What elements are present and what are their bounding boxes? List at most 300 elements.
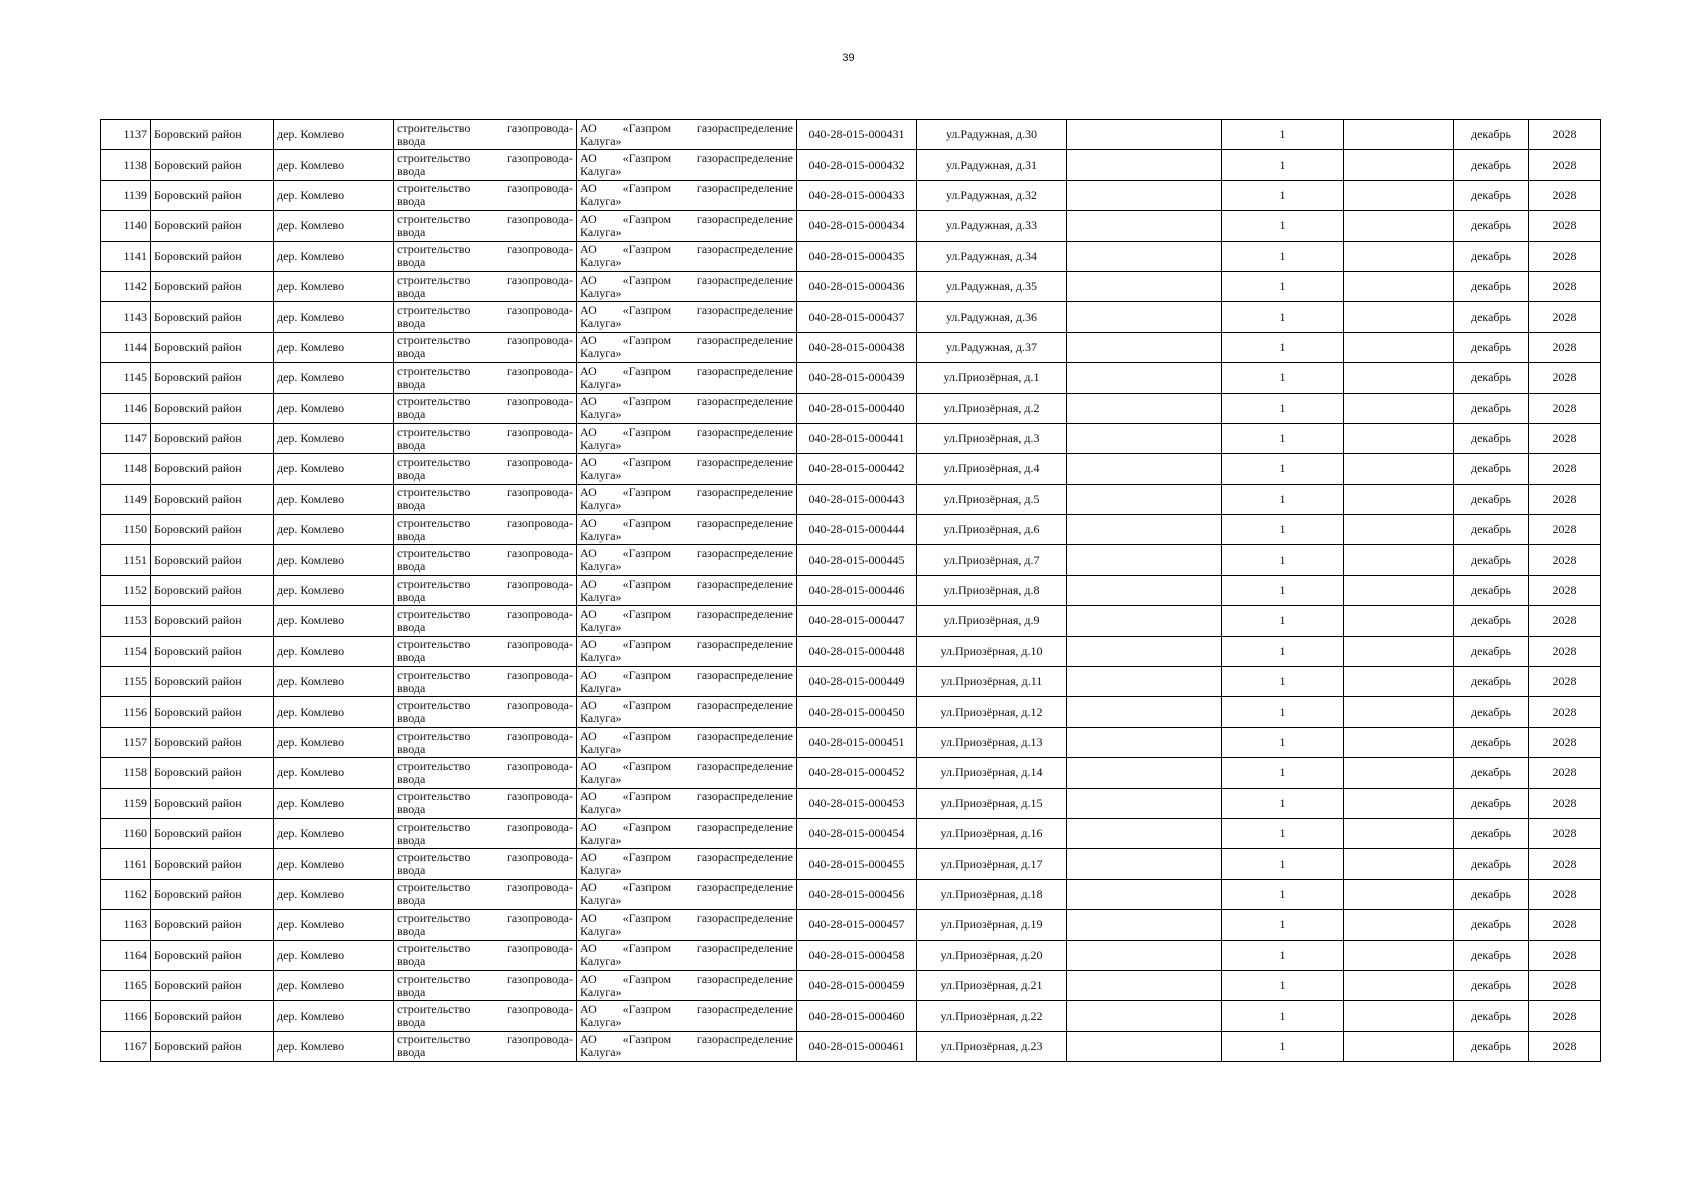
organization-cell xyxy=(577,363,797,393)
district-cell: Боровский район xyxy=(151,1031,274,1061)
org-word-3: газораспределение xyxy=(696,515,793,530)
quantity-cell: 1 xyxy=(1222,879,1344,909)
work-word-2: газопровода- xyxy=(506,789,573,804)
empty-cell xyxy=(1067,818,1222,848)
work-word-1: строительство xyxy=(397,971,471,986)
org-word-2: «Газпром xyxy=(622,637,672,652)
org-word-4: Калуга» xyxy=(580,407,622,422)
org-word-1: АО xyxy=(580,698,597,713)
district-cell: Боровский район xyxy=(151,515,274,545)
object-code-cell: 040-28-015-000436 xyxy=(797,271,917,301)
empty-cell xyxy=(1344,697,1454,727)
organization-cell xyxy=(577,271,797,301)
district-cell: Боровский район xyxy=(151,423,274,453)
table-row xyxy=(101,1031,1601,1061)
table-row xyxy=(101,545,1601,575)
district-cell: Боровский район xyxy=(151,758,274,788)
empty-cell xyxy=(1344,727,1454,757)
month-cell: декабрь xyxy=(1454,970,1529,1000)
table-row xyxy=(101,363,1601,393)
month-cell: декабрь xyxy=(1454,636,1529,666)
organization-cell xyxy=(577,332,797,362)
work-word-2: газопровода- xyxy=(506,242,573,257)
organization-cell xyxy=(577,606,797,636)
settlement-cell: дер. Комлево xyxy=(274,606,394,636)
org-word-3: газораспределение xyxy=(696,424,793,439)
org-word-4: Калуга» xyxy=(580,437,622,452)
organization-cell xyxy=(577,849,797,879)
month-cell: декабрь xyxy=(1454,667,1529,697)
table-row xyxy=(101,758,1601,788)
empty-cell xyxy=(1067,363,1222,393)
organization-cell xyxy=(577,697,797,727)
settlement-cell: дер. Комлево xyxy=(274,515,394,545)
row-number: 1150 xyxy=(101,515,151,545)
quantity-cell: 1 xyxy=(1222,545,1344,575)
work-word-3: ввода xyxy=(397,559,426,574)
address-cell: ул.Радужная, д.34 xyxy=(917,241,1067,271)
work-type-cell xyxy=(394,332,577,362)
quantity-cell: 1 xyxy=(1222,849,1344,879)
settlement-cell: дер. Комлево xyxy=(274,180,394,210)
org-word-2: «Газпром xyxy=(622,850,672,865)
object-code-cell: 040-28-015-000453 xyxy=(797,788,917,818)
work-word-2: газопровода- xyxy=(506,1032,573,1047)
empty-cell xyxy=(1344,363,1454,393)
work-word-1: строительство xyxy=(397,789,471,804)
row-number: 1152 xyxy=(101,575,151,605)
work-type-cell xyxy=(394,1031,577,1061)
address-cell: ул.Приозёрная, д.10 xyxy=(917,636,1067,666)
month-cell: декабрь xyxy=(1454,818,1529,848)
org-word-3: газораспределение xyxy=(696,242,793,257)
address-cell: ул.Приозёрная, д.22 xyxy=(917,1001,1067,1031)
row-number: 1166 xyxy=(101,1001,151,1031)
org-word-4: Калуга» xyxy=(580,619,622,634)
quantity-cell: 1 xyxy=(1222,1031,1344,1061)
empty-cell xyxy=(1067,211,1222,241)
object-code-cell: 040-28-015-000442 xyxy=(797,454,917,484)
org-word-3: газораспределение xyxy=(696,394,793,409)
month-cell: декабрь xyxy=(1454,423,1529,453)
object-code-cell: 040-28-015-000431 xyxy=(797,120,917,150)
object-code-cell: 040-28-015-000445 xyxy=(797,545,917,575)
address-cell: ул.Радужная, д.35 xyxy=(917,271,1067,301)
empty-cell xyxy=(1344,1031,1454,1061)
empty-cell xyxy=(1344,940,1454,970)
settlement-cell: дер. Комлево xyxy=(274,271,394,301)
empty-cell xyxy=(1344,667,1454,697)
work-type-cell xyxy=(394,484,577,514)
month-cell: декабрь xyxy=(1454,484,1529,514)
work-word-2: газопровода- xyxy=(506,485,573,500)
work-word-3: ввода xyxy=(397,1015,426,1030)
org-word-2: «Газпром xyxy=(622,880,672,895)
table-row xyxy=(101,606,1601,636)
work-type-cell xyxy=(394,363,577,393)
empty-cell xyxy=(1344,788,1454,818)
month-cell: декабрь xyxy=(1454,241,1529,271)
table-row xyxy=(101,180,1601,210)
table-row xyxy=(101,727,1601,757)
object-code-cell: 040-28-015-000447 xyxy=(797,606,917,636)
settlement-cell: дер. Комлево xyxy=(274,1031,394,1061)
year-cell: 2028 xyxy=(1529,940,1601,970)
row-number: 1159 xyxy=(101,788,151,818)
org-word-3: газораспределение xyxy=(696,151,793,166)
quantity-cell: 1 xyxy=(1222,150,1344,180)
month-cell: декабрь xyxy=(1454,1001,1529,1031)
settlement-cell: дер. Комлево xyxy=(274,484,394,514)
address-cell: ул.Приозёрная, д.17 xyxy=(917,849,1067,879)
empty-cell xyxy=(1067,241,1222,271)
empty-cell xyxy=(1067,332,1222,362)
row-number: 1149 xyxy=(101,484,151,514)
table-row xyxy=(101,940,1601,970)
year-cell: 2028 xyxy=(1529,393,1601,423)
empty-cell xyxy=(1344,545,1454,575)
work-word-3: ввода xyxy=(397,528,426,543)
month-cell: декабрь xyxy=(1454,363,1529,393)
district-cell: Боровский район xyxy=(151,454,274,484)
district-cell: Боровский район xyxy=(151,575,274,605)
work-word-3: ввода xyxy=(397,984,426,999)
district-cell: Боровский район xyxy=(151,393,274,423)
work-word-3: ввода xyxy=(397,346,426,361)
year-cell: 2028 xyxy=(1529,879,1601,909)
table-row xyxy=(101,211,1601,241)
gasification-table xyxy=(100,119,1601,1062)
org-word-2: «Газпром xyxy=(622,333,672,348)
district-cell: Боровский район xyxy=(151,302,274,332)
district-cell: Боровский район xyxy=(151,484,274,514)
quantity-cell: 1 xyxy=(1222,697,1344,727)
empty-cell xyxy=(1344,423,1454,453)
org-word-1: АО xyxy=(580,454,597,469)
month-cell: декабрь xyxy=(1454,271,1529,301)
object-code-cell: 040-28-015-000443 xyxy=(797,484,917,514)
row-number: 1161 xyxy=(101,849,151,879)
organization-cell xyxy=(577,879,797,909)
row-number: 1151 xyxy=(101,545,151,575)
row-number: 1157 xyxy=(101,727,151,757)
month-cell: декабрь xyxy=(1454,393,1529,423)
work-word-2: газопровода- xyxy=(506,576,573,591)
district-cell: Боровский район xyxy=(151,940,274,970)
org-word-2: «Газпром xyxy=(622,515,672,530)
organization-cell xyxy=(577,211,797,241)
organization-cell xyxy=(577,1001,797,1031)
quantity-cell: 1 xyxy=(1222,211,1344,241)
organization-cell xyxy=(577,1031,797,1061)
quantity-cell: 1 xyxy=(1222,484,1344,514)
address-cell: ул.Приозёрная, д.1 xyxy=(917,363,1067,393)
org-word-3: газораспределение xyxy=(696,941,793,956)
work-type-cell xyxy=(394,1001,577,1031)
work-word-1: строительство xyxy=(397,151,471,166)
work-word-3: ввода xyxy=(397,923,426,938)
empty-cell xyxy=(1067,667,1222,697)
work-word-3: ввода xyxy=(397,164,426,179)
object-code-cell: 040-28-015-000433 xyxy=(797,180,917,210)
work-word-2: газопровода- xyxy=(506,941,573,956)
org-word-3: газораспределение xyxy=(696,971,793,986)
month-cell: декабрь xyxy=(1454,454,1529,484)
district-cell: Боровский район xyxy=(151,910,274,940)
object-code-cell: 040-28-015-000432 xyxy=(797,150,917,180)
address-cell: ул.Приозёрная, д.19 xyxy=(917,910,1067,940)
empty-cell xyxy=(1067,788,1222,818)
address-cell: ул.Радужная, д.31 xyxy=(917,150,1067,180)
month-cell: декабрь xyxy=(1454,727,1529,757)
month-cell: декабрь xyxy=(1454,180,1529,210)
organization-cell xyxy=(577,150,797,180)
org-word-4: Калуга» xyxy=(580,133,622,148)
work-word-2: газопровода- xyxy=(506,758,573,773)
month-cell: декабрь xyxy=(1454,150,1529,180)
work-word-3: ввода xyxy=(397,954,426,969)
table-row xyxy=(101,393,1601,423)
org-word-1: АО xyxy=(580,971,597,986)
quantity-cell: 1 xyxy=(1222,241,1344,271)
work-type-cell xyxy=(394,271,577,301)
org-word-1: АО xyxy=(580,515,597,530)
org-word-3: газораспределение xyxy=(696,181,793,196)
empty-cell xyxy=(1067,180,1222,210)
year-cell: 2028 xyxy=(1529,515,1601,545)
work-word-1: строительство xyxy=(397,637,471,652)
quantity-cell: 1 xyxy=(1222,332,1344,362)
object-code-cell: 040-28-015-000444 xyxy=(797,515,917,545)
quantity-cell: 1 xyxy=(1222,363,1344,393)
row-number: 1148 xyxy=(101,454,151,484)
work-word-3: ввода xyxy=(397,589,426,604)
month-cell: декабрь xyxy=(1454,849,1529,879)
org-word-1: АО xyxy=(580,850,597,865)
empty-cell xyxy=(1067,849,1222,879)
work-word-1: строительство xyxy=(397,394,471,409)
quantity-cell: 1 xyxy=(1222,302,1344,332)
work-word-1: строительство xyxy=(397,880,471,895)
district-cell: Боровский район xyxy=(151,545,274,575)
year-cell: 2028 xyxy=(1529,120,1601,150)
work-type-cell xyxy=(394,241,577,271)
org-word-2: «Газпром xyxy=(622,910,672,925)
year-cell: 2028 xyxy=(1529,1001,1601,1031)
org-word-3: газораспределение xyxy=(696,728,793,743)
org-word-3: газораспределение xyxy=(696,120,793,135)
work-word-2: газопровода- xyxy=(506,394,573,409)
empty-cell xyxy=(1067,545,1222,575)
object-code-cell: 040-28-015-000455 xyxy=(797,849,917,879)
settlement-cell: дер. Комлево xyxy=(274,818,394,848)
empty-cell xyxy=(1067,758,1222,788)
settlement-cell: дер. Комлево xyxy=(274,423,394,453)
work-word-1: строительство xyxy=(397,606,471,621)
org-word-4: Калуга» xyxy=(580,346,622,361)
work-type-cell xyxy=(394,454,577,484)
empty-cell xyxy=(1067,150,1222,180)
quantity-cell: 1 xyxy=(1222,515,1344,545)
empty-cell xyxy=(1344,332,1454,362)
org-word-2: «Газпром xyxy=(622,789,672,804)
quantity-cell: 1 xyxy=(1222,818,1344,848)
work-type-cell xyxy=(394,667,577,697)
year-cell: 2028 xyxy=(1529,606,1601,636)
settlement-cell: дер. Комлево xyxy=(274,454,394,484)
org-word-1: АО xyxy=(580,941,597,956)
work-word-1: строительство xyxy=(397,1032,471,1047)
work-word-2: газопровода- xyxy=(506,971,573,986)
org-word-1: АО xyxy=(580,758,597,773)
district-cell: Боровский район xyxy=(151,241,274,271)
work-word-1: строительство xyxy=(397,272,471,287)
quantity-cell: 1 xyxy=(1222,758,1344,788)
empty-cell xyxy=(1067,575,1222,605)
address-cell: ул.Приозёрная, д.11 xyxy=(917,667,1067,697)
table-row xyxy=(101,271,1601,301)
org-word-4: Калуга» xyxy=(580,498,622,513)
org-word-1: АО xyxy=(580,120,597,135)
row-number: 1147 xyxy=(101,423,151,453)
table-row xyxy=(101,332,1601,362)
settlement-cell: дер. Комлево xyxy=(274,940,394,970)
org-word-4: Калуга» xyxy=(580,984,622,999)
organization-cell xyxy=(577,180,797,210)
org-word-1: АО xyxy=(580,637,597,652)
district-cell: Боровский район xyxy=(151,1001,274,1031)
row-number: 1163 xyxy=(101,910,151,940)
settlement-cell: дер. Комлево xyxy=(274,879,394,909)
district-cell: Боровский район xyxy=(151,818,274,848)
quantity-cell: 1 xyxy=(1222,1001,1344,1031)
work-word-2: газопровода- xyxy=(506,728,573,743)
empty-cell xyxy=(1067,120,1222,150)
year-cell: 2028 xyxy=(1529,423,1601,453)
object-code-cell: 040-28-015-000439 xyxy=(797,363,917,393)
table-row xyxy=(101,1001,1601,1031)
empty-cell xyxy=(1067,484,1222,514)
org-word-1: АО xyxy=(580,242,597,257)
year-cell: 2028 xyxy=(1529,636,1601,666)
org-word-4: Калуга» xyxy=(580,802,622,817)
empty-cell xyxy=(1067,940,1222,970)
work-type-cell xyxy=(394,575,577,605)
address-cell: ул.Приозёрная, д.14 xyxy=(917,758,1067,788)
settlement-cell: дер. Комлево xyxy=(274,241,394,271)
work-word-1: строительство xyxy=(397,941,471,956)
quantity-cell: 1 xyxy=(1222,454,1344,484)
work-word-2: газопровода- xyxy=(506,181,573,196)
quantity-cell: 1 xyxy=(1222,423,1344,453)
organization-cell xyxy=(577,575,797,605)
empty-cell xyxy=(1344,393,1454,423)
table-row xyxy=(101,302,1601,332)
work-type-cell xyxy=(394,120,577,150)
quantity-cell: 1 xyxy=(1222,271,1344,301)
org-word-4: Калуга» xyxy=(580,589,622,604)
org-word-3: газораспределение xyxy=(696,485,793,500)
object-code-cell: 040-28-015-000437 xyxy=(797,302,917,332)
year-cell: 2028 xyxy=(1529,758,1601,788)
work-word-3: ввода xyxy=(397,467,426,482)
org-word-1: АО xyxy=(580,546,597,561)
year-cell: 2028 xyxy=(1529,271,1601,301)
org-word-1: АО xyxy=(580,606,597,621)
row-number: 1153 xyxy=(101,606,151,636)
year-cell: 2028 xyxy=(1529,788,1601,818)
district-cell: Боровский район xyxy=(151,788,274,818)
work-word-1: строительство xyxy=(397,424,471,439)
organization-cell xyxy=(577,241,797,271)
table-row xyxy=(101,970,1601,1000)
address-cell: ул.Приозёрная, д.21 xyxy=(917,970,1067,1000)
org-word-2: «Газпром xyxy=(622,363,672,378)
work-word-3: ввода xyxy=(397,832,426,847)
row-number: 1160 xyxy=(101,818,151,848)
object-code-cell: 040-28-015-000441 xyxy=(797,423,917,453)
month-cell: декабрь xyxy=(1454,515,1529,545)
org-word-2: «Газпром xyxy=(622,1002,672,1017)
empty-cell xyxy=(1067,970,1222,1000)
empty-cell xyxy=(1067,1031,1222,1061)
empty-cell xyxy=(1344,910,1454,940)
empty-cell xyxy=(1344,515,1454,545)
work-type-cell xyxy=(394,393,577,423)
address-cell: ул.Приозёрная, д.4 xyxy=(917,454,1067,484)
work-type-cell xyxy=(394,423,577,453)
org-word-2: «Газпром xyxy=(622,120,672,135)
org-word-1: АО xyxy=(580,1002,597,1017)
organization-cell xyxy=(577,940,797,970)
empty-cell xyxy=(1067,302,1222,332)
row-number: 1138 xyxy=(101,150,151,180)
work-word-2: газопровода- xyxy=(506,546,573,561)
work-type-cell xyxy=(394,606,577,636)
row-number: 1165 xyxy=(101,970,151,1000)
org-word-2: «Газпром xyxy=(622,211,672,226)
year-cell: 2028 xyxy=(1529,454,1601,484)
work-word-1: строительство xyxy=(397,546,471,561)
empty-cell xyxy=(1344,818,1454,848)
empty-cell xyxy=(1067,393,1222,423)
work-word-2: газопровода- xyxy=(506,151,573,166)
org-word-1: АО xyxy=(580,363,597,378)
work-word-3: ввода xyxy=(397,407,426,422)
org-word-4: Калуга» xyxy=(580,832,622,847)
org-word-3: газораспределение xyxy=(696,546,793,561)
row-number: 1143 xyxy=(101,302,151,332)
settlement-cell: дер. Комлево xyxy=(274,758,394,788)
row-number: 1137 xyxy=(101,120,151,150)
district-cell: Боровский район xyxy=(151,849,274,879)
work-type-cell xyxy=(394,636,577,666)
district-cell: Боровский район xyxy=(151,727,274,757)
organization-cell xyxy=(577,393,797,423)
work-word-3: ввода xyxy=(397,285,426,300)
district-cell: Боровский район xyxy=(151,211,274,241)
org-word-4: Калуга» xyxy=(580,224,622,239)
table-row xyxy=(101,818,1601,848)
object-code-cell: 040-28-015-000460 xyxy=(797,1001,917,1031)
org-word-3: газораспределение xyxy=(696,910,793,925)
work-word-2: газопровода- xyxy=(506,819,573,834)
address-cell: ул.Приозёрная, д.9 xyxy=(917,606,1067,636)
row-number: 1146 xyxy=(101,393,151,423)
month-cell: декабрь xyxy=(1454,697,1529,727)
organization-cell xyxy=(577,970,797,1000)
settlement-cell: дер. Комлево xyxy=(274,150,394,180)
